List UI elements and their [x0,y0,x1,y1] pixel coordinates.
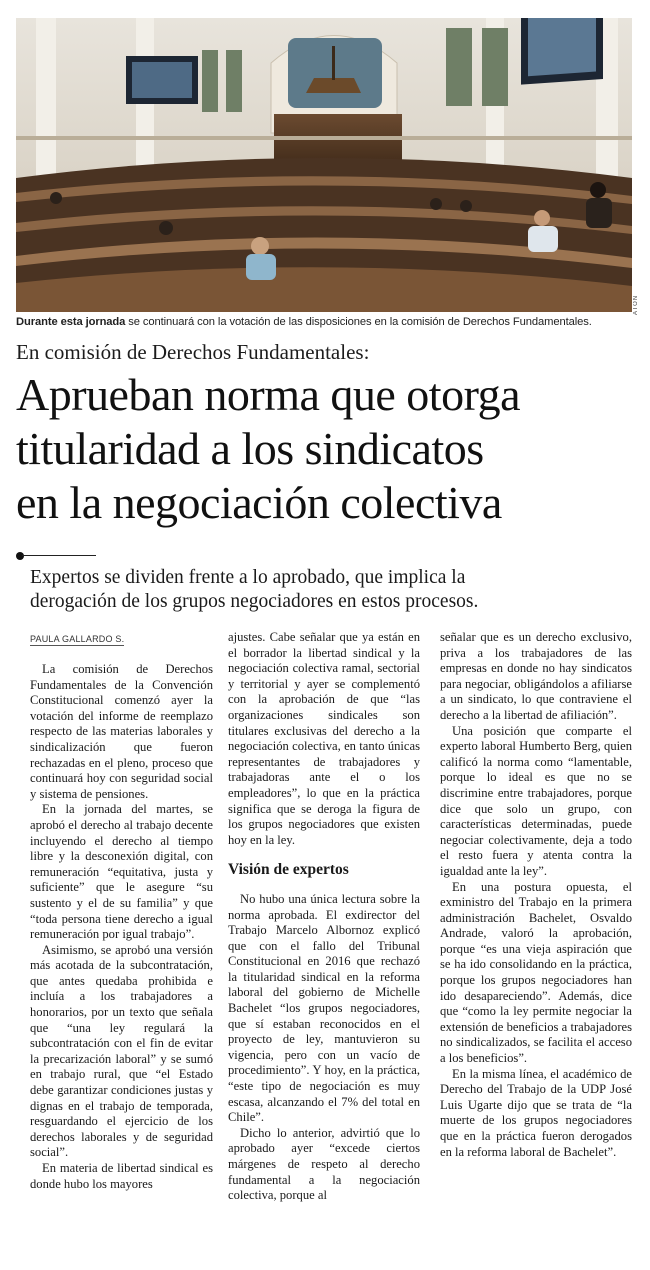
rule-dot [16,552,24,560]
paragraph: En la misma línea, el académico de Derecho del Trabajo de la UDP José Luis Ugarte dijo que se trata de “la muerte de los grupos negociadores que en la práctica fueron derogados en la reforma laboral de Bachelet”. [440,1066,632,1159]
deck-line-2: derogación de los grupos negociadores en estos procesos. [30,591,479,612]
paragraph: En materia de libertad sindical es donde hubo los mayores [30,1161,213,1191]
paragraph: Una posición que comparte el experto laboral Humberto Berg, quien calificó la norma como “lamentable, porque lo ideal es que no se discrimine entre trabajadores, porque dice que solo un grupo, con características determinadas, puede negociar colectivamente, deja a todo el resto fuera y atenta contra la igualdad ante la ley”. [440,723,632,878]
paragraph: Asimismo, se aprobó una versión más acotada de la subcontratación, que antes quedaba prohibida e incluía a los trabajadores a honorarios, por un texto que señala que “una ley regulará la subcontratación con el fin de evitar la precarización laboral” y se sumó en trabajo rural, que “el Estado debe garantizar condiciones justas y dignas en el trabajo de temporada, resguardando el ejercicio de los derechos laborales y de seguridad social”. [30,942,213,1160]
rule-line [22,555,96,556]
article-column-2 [228,630,420,1204]
chamber-photo [16,18,632,312]
paragraph: La comisión de Derechos Fundamentales de la Convención Constitucional comenzó ayer la votación del informe de reemplazo respecto de las materias laborales y sindicalización que fueron rechazadas en el pleno, proceso que continuará hoy con seguridad social y sistema de pensiones. [30,662,213,801]
article-column-3 [440,630,632,1160]
kicker: En comisión de Derechos Fundamentales: [16,340,370,364]
photo-credit: ATON [633,294,639,315]
headline [16,368,636,530]
article-column-1 [30,662,213,1192]
photo-caption [16,316,636,328]
paragraph: En una postura opuesta, el exministro del Trabajo en la primera administración Bachelet, Osvaldo Andrade, valoró la aprobación, porque “es una vieja aspiración que se ha ido consolidando en la práctica, porque los grupos negociadores han ido desapareciendo”. Además, dice que “como la ley permite negociar la extensión de beneficios a trabajadores no sindicalizados, se facilita el acceso a los beneficios”. [440,879,632,1066]
caption-lead: Durante esta jornada [16,316,126,328]
caption-text: se continuará con la votación de las disposiciones en la comisión de Derechos Fundamentales. [125,316,592,328]
headline-line-2: titularidad a los sindicatos [16,423,484,474]
paragraph: Dicho lo anterior, advirtió que lo aprobado ayer “excede ciertos márgenes de respeto al derecho fundamental a la negociación colectiva, porque al [228,1125,420,1203]
byline: PAULA GALLARDO S. [30,634,125,644]
deck [30,566,630,614]
deck-line-1: Expertos se dividen frente a lo aprobado, que implica la [30,567,466,588]
paragraph: ajustes. Cabe señalar que ya están en el borrador la libertad sindical y la negociación colectiva ramal, sectorial y territorial y ayer se complementó con la aprobación de que “las organizaciones sindicales son titulares exclusivas del derecho a la negociación colectiva, en tanto únicas representantes de trabajadores y trabajadoras ante el o los empleadores”, lo que en la práctica significa que se deroga la figura de los grupos negociadores que existen hoy en la ley. [228,630,420,847]
paragraph: No hubo una única lectura sobre la norma aprobada. El exdirector del Trabajo Marcelo Albornoz explicó que con el fallo del Tribunal Constitucional en 2016 que rechazó la titularidad sindical en la reforma laboral del gobierno de Michelle Bachelet “los grupos negociadores, que sí estaban reconocidos en el proyecto de ley, mantuvieron su vigencia, pero con un vacío de procedimiento”. Y hoy, en la práctica, “este tipo de negociación es muy escasa, alcanzando el 7% del total en Chile”. [228,891,420,1125]
chamber-photo-icon [16,18,632,312]
paragraph: En la jornada del martes, se aprobó el derecho al trabajo decente incluyendo el derecho al tiempo libre y la desconexión digital, con remuneración “equitativa, justa y suficiente” que le asegure “su sustento y el de su familia” y que “toda persona tiene derecho a igual remuneración por igual trabajo”. [30,802,213,942]
paragraph: señalar que es un derecho exclusivo, priva a los trabajadores de las empresas en donde no hay sindicatos para negociar, obligándolos a afiliarse a un sindicato, lo que contraviene el derecho a la libertad de afiliación”. [440,630,632,722]
headline-line-1: Aprueban norma que otorga [16,369,520,420]
headline-line-3: en la negociación colectiva [16,477,502,528]
subheading: Visión de expertos [228,861,349,879]
